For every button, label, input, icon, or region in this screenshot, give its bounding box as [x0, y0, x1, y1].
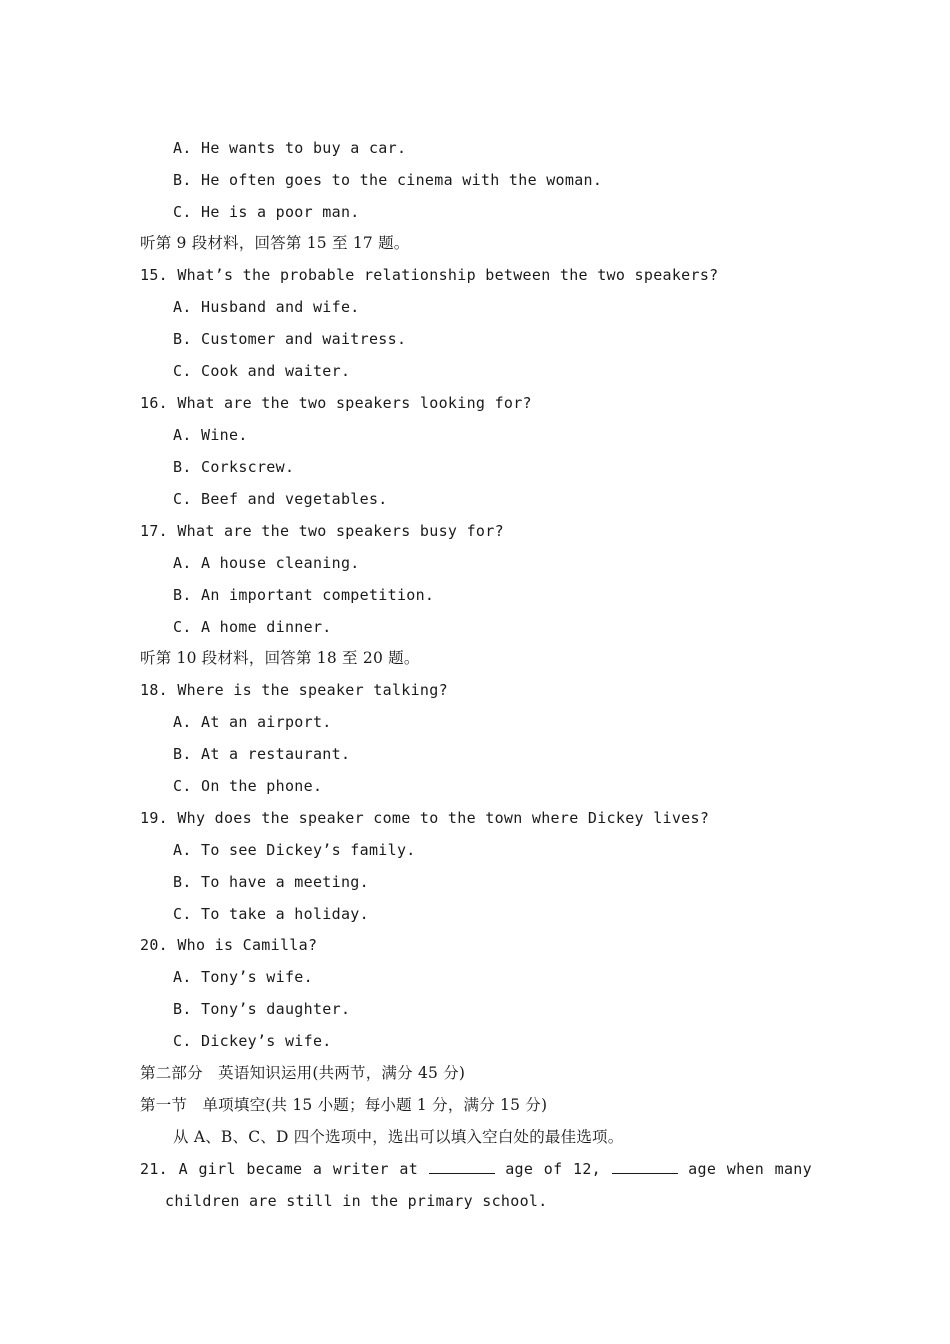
q15-option-c: C. Cook and waiter.: [173, 362, 351, 380]
section-1-heading: 第一节 单项填空(共 15 小题；每小题 1 分，满分 15 分): [140, 1096, 548, 1114]
q18-option-c: C. On the phone.: [173, 777, 323, 795]
q21-number: 21.: [140, 1160, 168, 1178]
q15-option-a: A. Husband and wife.: [173, 298, 360, 316]
q16-option-c: C. Beef and vegetables.: [173, 490, 388, 508]
q19-option-a: A. To see Dickey’s family.: [173, 841, 416, 859]
q17-stem: 17. What are the two speakers busy for?: [140, 522, 504, 540]
q14-option-b: B. He often goes to the cinema with the woman.: [173, 171, 603, 189]
q18-option-a: A. At an airport.: [173, 713, 332, 731]
section-instruction: 从 A、B、C、D 四个选项中，选出可以填入空白处的最佳选项。: [173, 1128, 624, 1146]
q15-option-b: B. Customer and waitress.: [173, 330, 407, 348]
q19-option-c: C. To take a holiday.: [173, 905, 369, 923]
q16-option-a: A. Wine.: [173, 426, 248, 444]
q21-stem: [140, 1159, 812, 1179]
q20-option-c: C. Dickey’s wife.: [173, 1032, 332, 1050]
part-2-heading: 第二部分 英语知识运用(共两节，满分 45 分): [140, 1064, 466, 1082]
q19-stem: 19. Why does the speaker come to the town where Dickey lives?: [140, 809, 710, 827]
q21-stem-continuation: children are still in the primary school.: [165, 1192, 548, 1210]
q19-option-b: B. To have a meeting.: [173, 873, 369, 891]
q18-stem: 18. Where is the speaker talking?: [140, 681, 448, 699]
q16-option-b: B. Corkscrew.: [173, 458, 295, 476]
q17-option-c: C. A home dinner.: [173, 618, 332, 636]
q21-blank-2: [612, 1159, 678, 1174]
q17-option-b: B. An important competition.: [173, 586, 435, 604]
q21-text-part-1: A girl became a writer at: [178, 1160, 419, 1178]
q17-option-a: A. A house cleaning.: [173, 554, 360, 572]
q14-option-c: C. He is a poor man.: [173, 203, 360, 221]
q21-blank-1: [429, 1159, 495, 1174]
q16-stem: 16. What are the two speakers looking for?: [140, 394, 532, 412]
q18-option-b: B. At a restaurant.: [173, 745, 351, 763]
q15-stem: 15. What’s the probable relationship between the two speakers?: [140, 266, 719, 284]
q21-text-part-3: age when many: [688, 1160, 812, 1178]
section-10-instruction: 听第 10 段材料，回答第 18 至 20 题。: [140, 649, 420, 667]
q20-option-b: B. Tony’s daughter.: [173, 1000, 351, 1018]
q20-option-a: A. Tony’s wife.: [173, 968, 313, 986]
q21-text-part-2: age of 12,: [505, 1160, 602, 1178]
q14-option-a: A. He wants to buy a car.: [173, 139, 407, 157]
q20-stem: 20. Who is Camilla?: [140, 936, 318, 954]
section-9-instruction: 听第 9 段材料，回答第 15 至 17 题。: [140, 234, 410, 252]
